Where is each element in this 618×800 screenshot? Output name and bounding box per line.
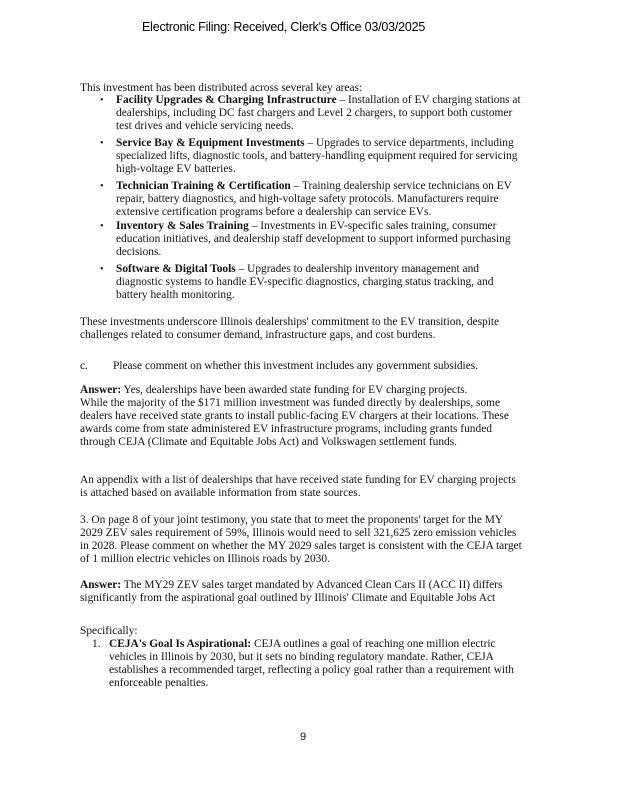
text-line [80,423,509,436]
text-line [80,384,509,397]
bold-lead: Answer: [80,579,122,591]
line-text: diagnostic systems to handle EV-specific diagnostics, charging status tracking, and [116,276,494,288]
answer-3-paragraph [80,579,502,605]
text-line [80,592,502,605]
line-text: 3. On page 8 of your joint testimony, you state that to meet the proponents' target for the MY [80,514,504,526]
text-line [80,474,516,487]
page-number: 9 [300,731,307,743]
question-c-label: c. [80,360,88,372]
line-text: 2029 ZEV sales requirement of 59%, Illinois would need to sell 321,625 zero emission vehicles [80,527,517,539]
bullet-item [100,94,521,133]
appendix-paragraph [80,474,516,500]
line-text: challenges related to consumer demand, infrastructure gaps, and cost burdens. [80,329,436,341]
text-line [116,137,517,150]
text-line [80,553,522,566]
line-text: awards come from state administered EV infrastructure programs, including grants funded [80,423,492,435]
text-line [80,397,509,410]
line-text: While the majority of the $171 million investment was funded directly by dealerships, some [80,397,501,409]
bullet-item [100,137,518,176]
text-line [116,233,511,246]
text-line [116,163,517,176]
text-line [116,289,493,302]
line-text: CEJA outlines a goal of reaching one million electric [251,638,496,650]
intro-paragraph: This investment has been distributed across several key areas: [80,82,363,94]
line-text: Yes, dealerships have been awarded state funding for EV charging projects. [121,384,468,396]
line-text: vehicles in Illinois by 2030, but it sets no binding regulatory mandate. Rather, CEJA [109,651,494,663]
bold-lead: Answer: [80,384,122,396]
bold-lead: Technician Training & Certification [116,180,291,192]
text-line [80,527,522,540]
line-text: dealers have received state grants to install public-facing EV chargers at their locations. These [80,410,509,422]
text-line [80,436,509,449]
line-text: These investments underscore Illinois dealerships' commitment to the EV transition, despite [80,316,500,328]
line-text: decisions. [116,246,162,258]
question-3-paragraph [80,514,522,566]
line-text: – Upgrades to dealership inventory management and [235,263,479,275]
bullet-icon: • [100,95,104,106]
text-line [116,276,493,289]
line-text: An appendix with a list of dealerships that have received state funding for EV charging projects [80,474,516,486]
text-line [116,150,517,163]
text-line [109,638,514,651]
bold-lead: Service Bay & Equipment Investments [116,137,305,149]
text-line [116,120,521,133]
line-text: repair, battery diagnostics, and high-voltage safety protocols. Manufacturers require [116,193,499,205]
text-line [80,410,509,423]
text-line [116,206,512,219]
text-line [109,651,514,664]
line-text: in 2028. Please comment on whether the MY 2029 sales target is consistent with the CEJA target [80,540,522,552]
line-text: dealerships, including DC fast chargers and Level 2 chargers, to support both customer [116,107,513,119]
line-text: significantly from the aspirational goal outlined by Illinois' Climate and Equitable Jobs Act [80,592,496,604]
bullet-icon: • [100,221,104,232]
line-text: extensive certification programs before a dealership can service EVs. [116,206,432,218]
text-line [109,677,514,690]
bullet-item [100,180,512,219]
line-text: The MY29 ZEV sales target mandated by Advanced Clean Cars II (ACC II) differs [121,579,503,591]
bullet-item [100,263,494,302]
item-number: 1. [92,638,101,650]
text-line [109,664,514,677]
bullet-icon: • [100,264,104,275]
text-line [116,180,512,193]
line-text: – Installation of EV charging stations at [336,94,521,106]
specifically-label: Specifically: [80,625,138,637]
line-text: test drives and vehicle servicing needs. [116,120,294,132]
text-line [80,540,522,553]
bold-lead: Inventory & Sales Training [116,220,249,232]
text-line [116,94,521,107]
line-text: – Training dealership service technicians on EV [290,180,512,192]
filing-stamp-header: Electronic Filing: Received, Clerk's Office 03/03/2025 [142,20,426,34]
numbered-item [92,638,514,690]
line-text: of 1 million electric vehicles on Illinois roads by 2030. [80,553,330,565]
question-c [80,360,479,373]
text-line [116,107,521,120]
bold-lead: Facility Upgrades & Charging Infrastructure [116,94,337,106]
bullet-icon: • [100,181,104,192]
line-text: is attached based on available information from state sources. [80,487,361,499]
line-text: through CEJA (Climate and Equitable Jobs Act) and Volkswagen settlement funds. [80,436,458,448]
summary-paragraph [80,316,499,342]
text-line [80,579,502,592]
bold-lead: Software & Digital Tools [116,263,236,275]
text-line [116,263,493,276]
line-text: specialized lifts, diagnostic tools, and battery-handling equipment required for servicing [116,150,518,162]
text-line [80,329,499,342]
text-line [80,514,522,527]
text-line [80,487,516,500]
line-text: high-voltage EV batteries. [116,163,236,175]
answer-c-paragraph [80,384,509,449]
line-text: establishes a recommended target, reflecting a policy goal rather than a requirement with [109,664,514,676]
line-text: – Upgrades to service departments, including [304,137,514,149]
text-line [116,193,512,206]
line-text: – Investments in EV-specific sales training, consumer [248,220,497,232]
line-text: enforceable penalties. [109,677,209,689]
text-line [116,220,511,233]
bullet-item [100,220,511,259]
text-line [80,316,499,329]
text-line [116,246,511,259]
line-text: battery health monitoring. [116,289,235,301]
line-text: education initiatives, and dealership staff development to support informed purchasing [116,233,511,245]
bold-lead: CEJA's Goal Is Aspirational: [109,638,252,650]
bullet-icon: • [100,138,104,149]
question-c-text: Please comment on whether this investment includes any government subsidies. [113,360,479,372]
